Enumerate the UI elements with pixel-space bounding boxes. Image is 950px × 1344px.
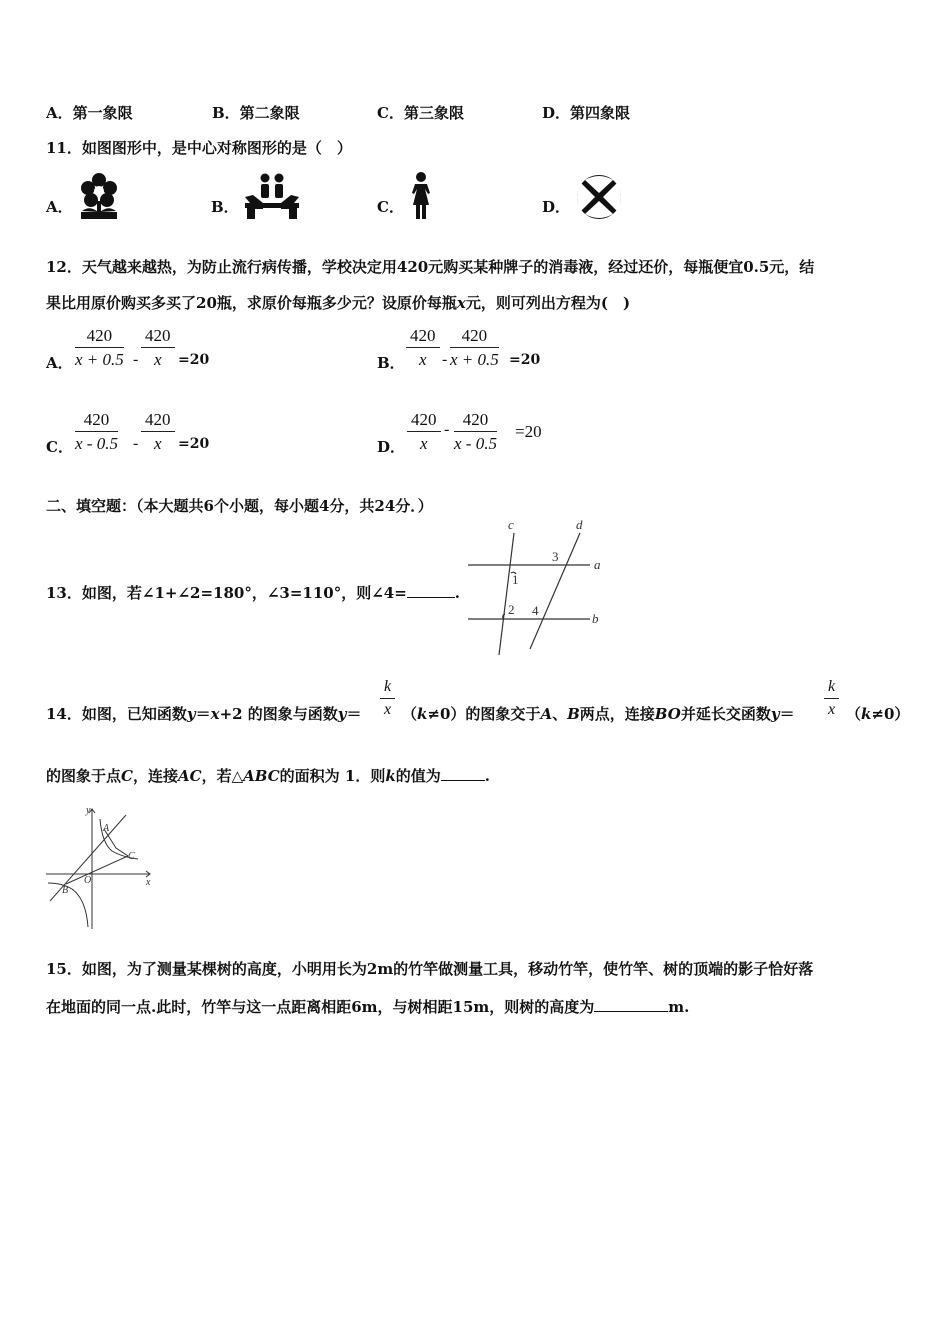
q14-axis-x: x bbox=[146, 877, 151, 888]
q12-c-fraction-1: $\frac{420}{x - 0.5}$ bbox=[75, 410, 118, 453]
section2-heading: 二、填空题：（本大题共6个小题，每小题4分，共24分．） bbox=[46, 497, 433, 515]
q15-line2: 在地面的同一点.此时，竹竿与这一点距离相距6m，与树相距15m，则树的高度为 m. bbox=[46, 998, 690, 1016]
q12-line1: 12．天气越来越热，为防止流行病传播，学校决定用420元购买某种牌子的消毒液，经过还价，每瓶便宜0.5元，结 bbox=[46, 258, 815, 276]
q15-answer-blank[interactable] bbox=[594, 999, 668, 1012]
woman-icon bbox=[408, 171, 434, 221]
q12-b-minus: - bbox=[442, 351, 448, 368]
q12-c-fraction-2: $\frac{420}{x}$ bbox=[141, 411, 175, 452]
q12-c-rhs: =20 bbox=[178, 436, 210, 452]
q13-angle-3: 3 bbox=[552, 549, 559, 564]
q14-answer-blank[interactable] bbox=[441, 768, 485, 781]
q13-answer-blank[interactable] bbox=[407, 585, 455, 598]
q14-line2: 的图象于点C，连接AC，若△ABC的面积为 1．则k的值为 . bbox=[46, 767, 490, 785]
q14-fraction-2: $\frac{k}{x}$ bbox=[824, 679, 839, 718]
q12-b-fraction-1: $\frac{420}{x}$ bbox=[406, 327, 440, 368]
q13-angle-1: 1 bbox=[512, 572, 519, 587]
q11-option-c-label: C． bbox=[377, 198, 404, 216]
q12-d-fraction-2: $\frac{420}{x - 0.5}$ bbox=[454, 410, 497, 453]
q12-a-fraction-2: $\frac{420}{x}$ bbox=[141, 327, 175, 368]
q12-b-fraction-2: $\frac{420}{x + 0.5}$ bbox=[450, 326, 499, 369]
q12-a-fraction-1: $\frac{420}{x + 0.5}$ bbox=[75, 326, 124, 369]
q14-axis-y: y bbox=[86, 805, 91, 816]
q12-a-minus: - bbox=[133, 351, 139, 368]
q14-point-b: B bbox=[62, 885, 69, 896]
q12-d-fraction-1: $\frac{420}{x}$ bbox=[407, 411, 441, 452]
q12-line2: 果比用原价购买多买了20瓶，求原价每瓶多少元？设原价每瓶x元，则可列出方程为( ) bbox=[46, 294, 631, 312]
q13-angle-4: 4 bbox=[532, 603, 539, 618]
q12-a-rhs: =20 bbox=[178, 352, 210, 368]
q12-d-minus: - bbox=[444, 421, 450, 438]
q15-line1: 15．如图，为了测量某棵树的高度，小明用长为2m的竹竿做测量工具，移动竹竿，使竹竿、树的顶端的影子恰好落 bbox=[46, 960, 814, 978]
q13-label-d: d bbox=[576, 517, 583, 532]
q11-option-d-label: D． bbox=[542, 198, 571, 216]
people-bench-icon bbox=[243, 173, 301, 221]
q12-option-c-label: C． bbox=[46, 438, 73, 456]
q10-option-d: D．第四象限 bbox=[542, 104, 631, 122]
q13-label-c: c bbox=[508, 517, 514, 532]
q14-line1-start: 14．如图，已知函数y＝x+2 的图象与函数y＝ bbox=[46, 705, 362, 723]
circle-cross-icon bbox=[573, 173, 625, 221]
q10-option-c: C．第三象限 bbox=[377, 104, 464, 122]
q14-fraction-1: $\frac{k}{x}$ bbox=[380, 679, 395, 718]
q14-function-graph bbox=[42, 803, 160, 933]
q10-option-b: B．第二象限 bbox=[212, 104, 300, 122]
q14-point-c: C bbox=[128, 851, 135, 862]
flower-icon bbox=[78, 171, 120, 221]
q13-label-b: b bbox=[592, 611, 599, 626]
q12-c-minus: - bbox=[133, 435, 139, 452]
q13-parallel-lines-figure bbox=[462, 515, 612, 660]
q12-d-rhs: =20 bbox=[515, 422, 542, 441]
q12-b-rhs: =20 bbox=[509, 352, 541, 368]
q11-stem: 11．如图图形中，是中心对称图形的是（ ） bbox=[46, 139, 352, 157]
q14-line1-middle: （k≠0）的图象交于A、B两点，连接BO并延长交函数y＝ bbox=[402, 705, 795, 723]
q13-angle-2: 2 bbox=[508, 602, 515, 617]
q11-option-a-label: A． bbox=[46, 198, 73, 216]
q11-option-b-label: B． bbox=[211, 198, 239, 216]
q14-origin: O bbox=[84, 875, 92, 886]
q10-option-a: A．第一象限 bbox=[46, 104, 133, 122]
q12-option-d-label: D． bbox=[377, 438, 406, 456]
q14-point-a: A bbox=[103, 823, 110, 834]
q14-line1-end: （k≠0） bbox=[846, 705, 910, 723]
q12-option-b-label: B． bbox=[377, 354, 405, 372]
q12-option-a-label: A． bbox=[46, 354, 73, 372]
q13-label-a: a bbox=[594, 557, 601, 572]
q13-text: 13．如图，若∠1+∠2=180°，∠3=110°，则∠4= . bbox=[46, 584, 461, 602]
